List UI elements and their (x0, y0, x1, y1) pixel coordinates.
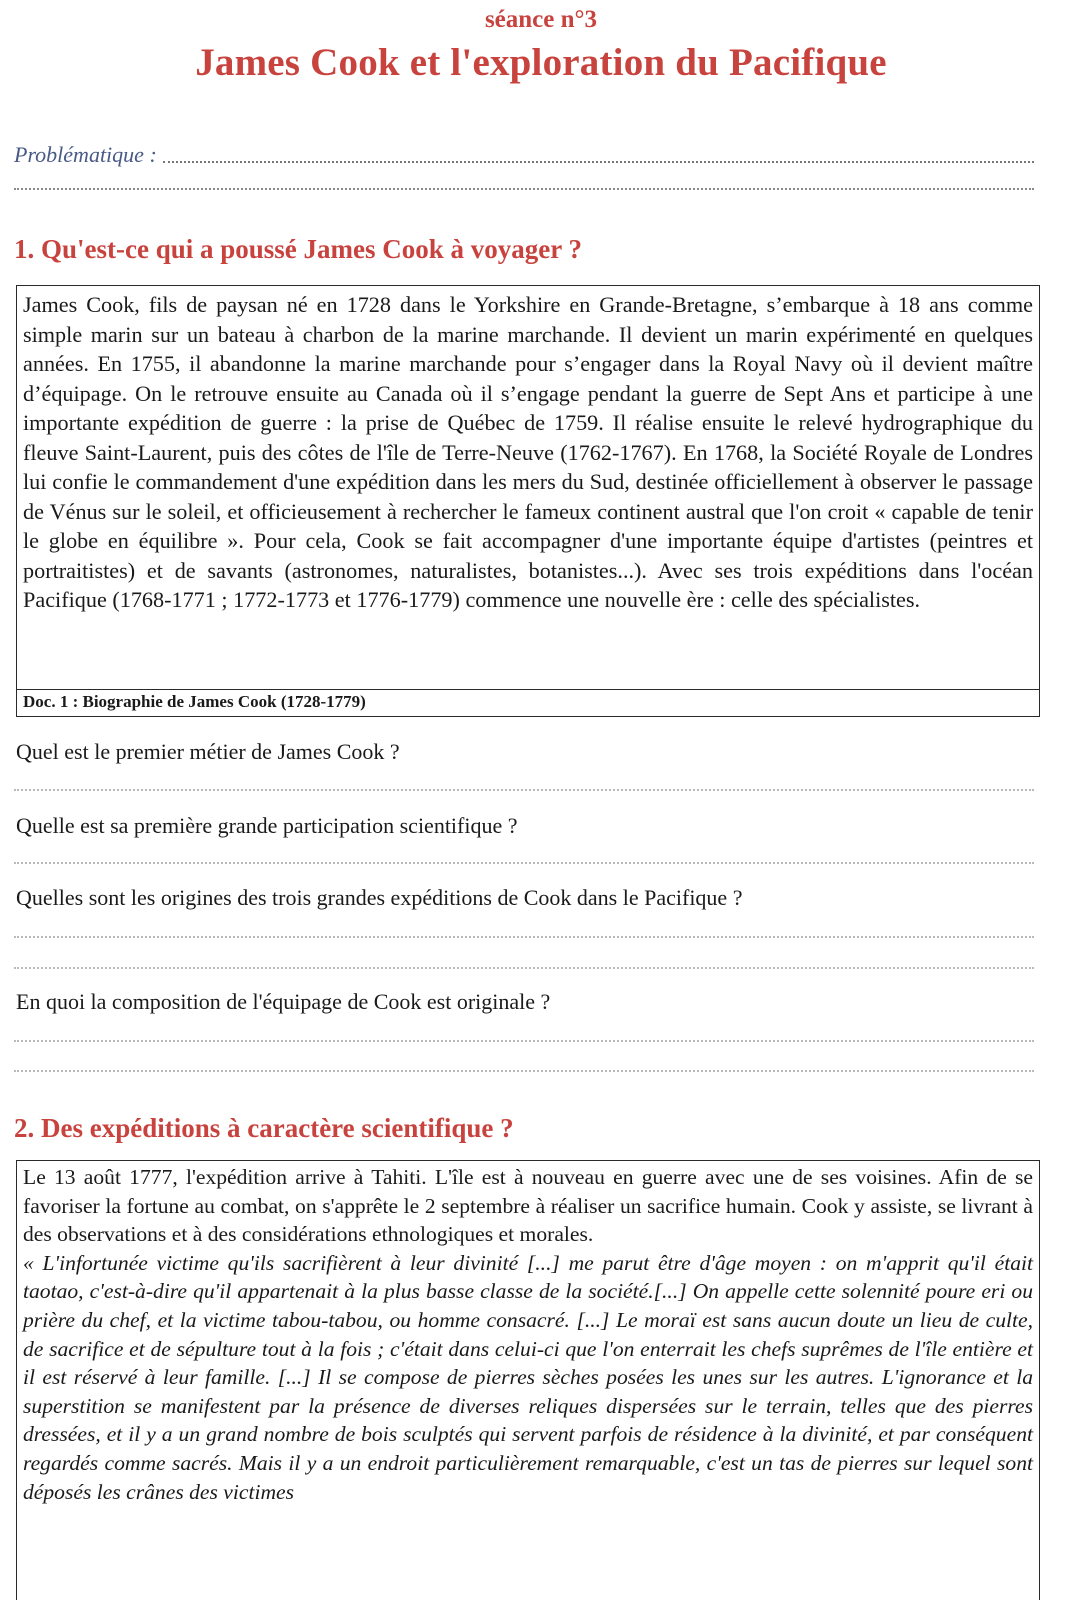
question-2: Quelle est sa première grande participation scientifique ? (16, 813, 518, 838)
question-1: Quel est le premier métier de James Cook ? (16, 739, 400, 764)
answer-dotline (14, 936, 1034, 938)
answer-dotline (14, 1040, 1034, 1042)
section-2-title: 2. Des expéditions à caractère scientifique ? (14, 1113, 514, 1143)
doc-1-caption: Doc. 1 : Biographie de James Cook (1728-1779) (17, 689, 1039, 715)
problematique-label: Problématique : (14, 142, 157, 167)
answer-dotline (14, 789, 1034, 791)
problematique-line (14, 142, 1034, 168)
doc-1-text: James Cook, fils de paysan né en 1728 dans le Yorkshire en Grande-Bretagne, s’embarque à 18 ans comme simple marin sur un bateau à charbon de la marine marchande. Il devient un marin expérimenté en quelques années. En 1755, il abandonne la marine marchande pour s’engager dans la Royal Navy où il devient maître d’équipage. On le retrouve ensuite au Canada où il s’engage pendant la guerre de Sept Ans et participe à une importante expédition de guerre : la prise de Québec de 1759. Il réalise ensuite le relevé hydrographique du fleuve Saint-Laurent, puis des côtes de l'île de Terre-Neuve (1762-1767). En 1768, la Société Royale de Londres lui confie le commandement d'une expédition dans les mers du Sud, destinée officiellement à observer le passage de Vénus sur le soleil, et officieusement à rechercher le fameux continent austral que l'on croit « capable de tenir le globe en équilibre ». Pour cela, Cook se fait accompagner d'une importante équipe d'artistes (peintres et portraitistes) et de savants (astronomes, naturalistes, botanistes...). Avec ses trois expéditions dans l'océan Pacifique (1768-1771 ; 1772-1773 et 1776-1779) commence une nouvelle ère : celle des spécialistes. (23, 292, 1033, 612)
answer-dotline (14, 188, 1034, 190)
doc-2-quote: « L'infortunée victime qu'ils sacrifièrent à leur divinité [...] me parut être d'âge moyen : on m'apprit qu'il était taotao, c'est-à-dire qu'il appartenait à la plus basse classe de la société.[...] On appelle cette solennité poure eri ou prière du chef, et la victime tabou-tabou, ou homme consacré. [...] Le moraï est sans aucun doute un lieu de culte, de sacrifice et de sépulture tout à la fois ; c'était dans celui-ci que l'on enterrait les chefs suprêmes de l'île entière et il est réservé à leur famille. [...] Il se compose de pierres sèches posées les unes sur les autres. L'ignorance et la superstition se manifestent par la présence de diverses reliques dispersées sur le terrain, telles que des pierres dressées, et il y a un grand nombre de bois sculptés qui servent parfois de résidence à la divinité, et par conséquent regardés comme sacrés. Mais il y a un endroit particulièrement remarquable, c'est un tas de pierres sur lequel sont déposés les crânes des victimes (23, 1250, 1033, 1504)
answer-dotline (14, 862, 1034, 864)
section-1-title: 1. Qu'est-ce qui a poussé James Cook à voyager ? (14, 234, 583, 264)
doc-2-intro: Le 13 août 1777, l'expédition arrive à Tahiti. L'île est à nouveau en guerre avec une de ses voisines. Afin de se favoriser la fortune au combat, on s'apprête le 2 septembre à réaliser un sacrifice humain. Cook y assiste, se livrant à des observations et à des considérations ethnologiques et morales. (23, 1165, 1033, 1247)
page-title: James Cook et l'exploration du Pacifique (195, 41, 887, 84)
answer-dotline (163, 161, 1034, 163)
doc-1-box (16, 285, 1040, 717)
answer-dotline (14, 1070, 1034, 1072)
doc-2-box (16, 1160, 1040, 1600)
doc-2-text (17, 1161, 1039, 1510)
session-number: séance n°3 (484, 6, 598, 33)
answer-dotline (14, 967, 1034, 969)
question-3: Quelles sont les origines des trois grandes expéditions de Cook dans le Pacifique ? (16, 885, 743, 910)
question-4: En quoi la composition de l'équipage de Cook est originale ? (16, 989, 551, 1014)
